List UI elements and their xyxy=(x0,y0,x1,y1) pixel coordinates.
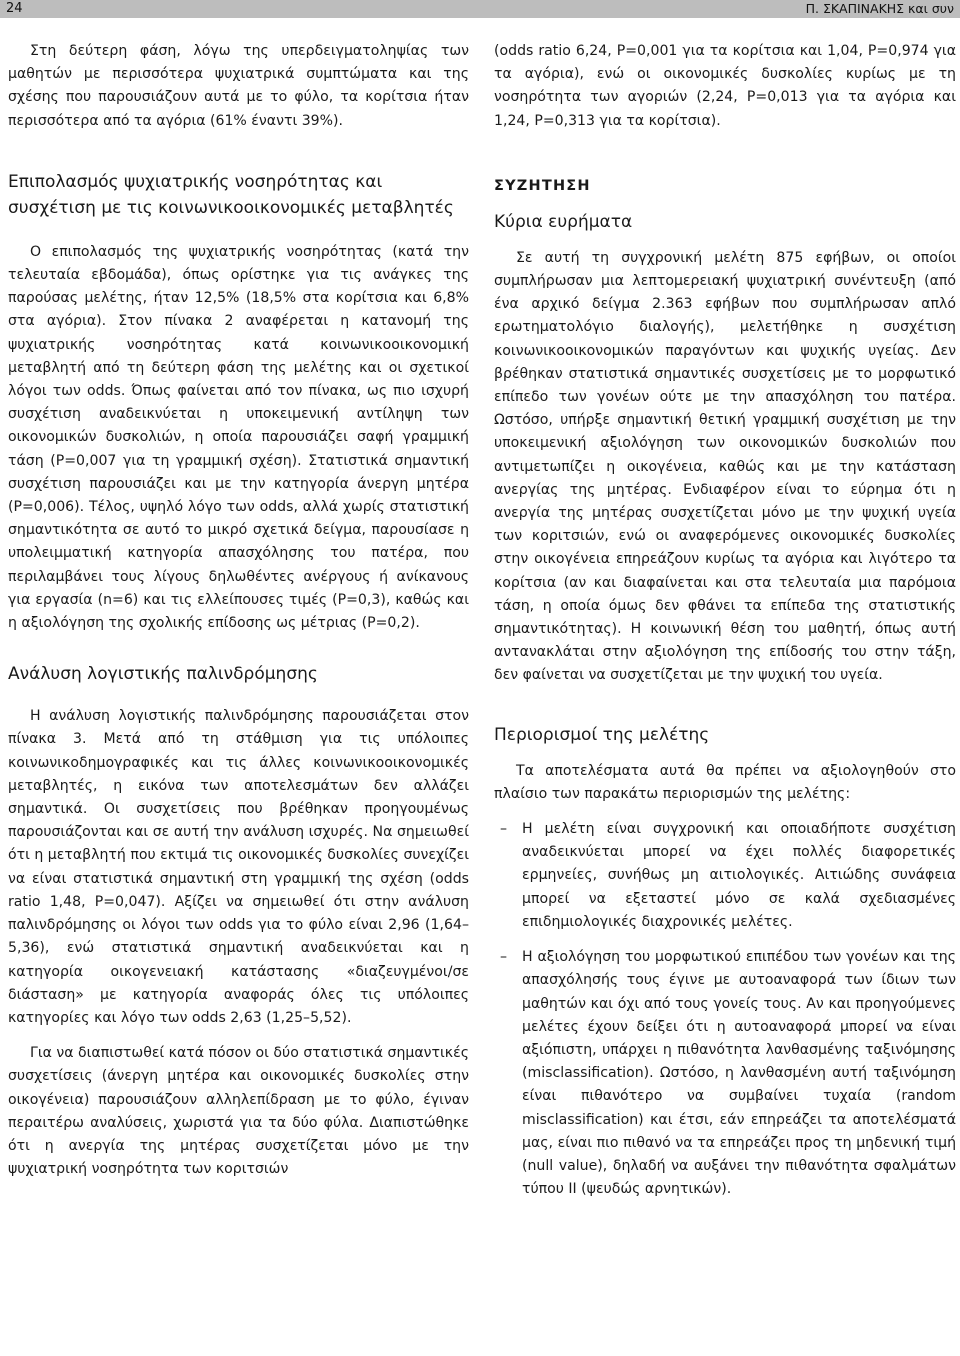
continuation-paragraph: (odds ratio 6,24, P=0,001 για τα κορίτσια και 1,04, P=0,974 για τα αγόρια), ενώ οι οικονομικές δυσκολίες κυρίως με τη νοσηρότητα των αγοριών (2,24, P=0,013 για τα αγόρια και 1,24, P=0,313 για τα κορίτσια). xyxy=(494,43,956,129)
list-item xyxy=(494,818,956,934)
running-header xyxy=(0,0,960,18)
section-title-prevalence: Επιπολασμός ψυχιατρικής νοσηρότητας και συσχέτιση με τις κοινωνικοοικονομικές μεταβλητές xyxy=(8,171,454,218)
section-title-discussion: ΣΥΖΗΤΗΣΗ xyxy=(494,177,591,194)
page-number: 24 xyxy=(6,1,23,16)
regression-paragraph-2: Για να διαπιστωθεί κατά πόσον οι δύο στατιστικά σημαντικές συσχετίσεις (άνεργη μητέρα και οικονομικές δυσκολίες στην οικογένεια) παρουσιάζουν αλληλεπίδραση με το φύλο, έγιναν περαιτέρω αναλύσεις, χωριστά για τα δύο φύλα. Διαπιστώθηκε ότι η ανεργία της μητέρας συσχετίζεται μόνο με την ψυχιατρική νοσηρότητα των κοριτσιών xyxy=(8,1045,469,1178)
regression-paragraph-1: Η ανάλυση λογιστικής παλινδρόμησης παρουσιάζεται στον πίνακα 3. Μετά από τη στάθμιση για τις υπόλοιπες κοινωνικοδημογραφικές και τις άλλες κοινωνικοοικονομικές μεταβλητές, η εικόνα των αποτελεσμάτων δεν αλλάζει σημαντικά. Οι συσχετίσεις που βρέθηκαν προηγουμένως παρουσιάζονται και σε αυτή την ανάλυση ισχυρές. Να σημειωθεί ότι η μεταβλητή που εκτιμά τις οικονομικές δυσκολίες συνεχίζει να είναι στατιστικά σημαντική στη γραμμική της σχέση (odds ratio 1,48, P=0,047). Αξίζει να σημειωθεί ότι στην ανάλυση παλινδρόμησης οι λόγοι των odds για το φύλο είναι 2,96 (1,64–5,36), ενώ στατιστικά σημαντική αναδεικνύεται και η κατηγορία οικογενειακή κατάστασης «διαζευγμένοι/σε διάσταση» με κατηγορία αναφοράς όλες τις υπόλοιπες κατηγορίες και λόγο των odds 2,63 (1,25–5,52). xyxy=(8,708,469,1026)
right-column xyxy=(494,40,956,1201)
limitations-list xyxy=(494,818,956,1201)
dash-bullet: – xyxy=(500,821,508,838)
subsection-title-limitations: Περιορισμοί της μελέτης xyxy=(494,724,710,745)
main-findings-paragraph: Σε αυτή τη συγχρονική μελέτη 875 εφήβων, οι οποίοι συμπλήρωσαν μια λεπτομερειακή ψυχιατρική συνέντευξη (από ένα αρχικό δείγμα 2.363 εφήβων που συμπλήρωσαν απλό ερωτηματολόγιο διαλογής), μελετήθηκε η συσχέτιση κοινωνικοοικονομικών παραγόντων και ψυχικής υγείας. Δεν βρέθηκαν στατιστικά σημαντικές συσχετίσεις με το μορφωτικό επίπεδο των γονέων ούτε με την απασχόληση του πατέρα. Ωστόσο, υπήρξε σημαντική θετική γραμμική συσχέτιση με την υποκειμενική αξιολόγηση των οικονομικών δυσκολιών που αντιμετωπίζει η οικογένεια, καθώς και με την κατάσταση ανεργίας της μητέρας. Ενδιαφέρον είναι το εύρημα ότι η ανεργία της μητέρας συσχετίζεται μόνο με την ψυχική υγεία των κοριτσιών, ενώ οι αναφερόμενες οικονομικές δυσκολίες στην οικογένεια επηρεάζουν κυρίως τα αγόρια και λιγότερο τα κορίτσια (αν και διαφαίνεται και στα τελευταία μια παρόμοια τάση, η οποία όμως δεν φθάνει τα επίπεδα της στατιστικής σημαντικότητας). Η κοινωνική θέση του μαθητή, όπως αυτή αντανακλάται στην αξιολόγηση της επίδοσής του στην τάξη, δεν φαίνεται να συσχετίζεται με την ψυχική του υγεία. xyxy=(494,249,956,684)
running-head: Π. ΣΚΑΠΙΝΑΚΗΣ και συν xyxy=(805,1,954,16)
limitations-intro-paragraph: Τα αποτελέσματα αυτά θα πρέπει να αξιολογηθούν στο πλαίσιο των παρακάτω περιορισμών της μελέτης: xyxy=(494,762,956,802)
limitation-text-2: Η αξιολόγηση του μορφωτικού επιπέδου των γονέων και της απασχόλησής τους έγινε με αυτοαναφορά των ίδιων των μαθητών και όχι από τους γονείς τους. Αν και προηγούμενες μελέτες έχουν δείξει ότι η αυτοαναφορά μπορεί να είναι αξιόπιστη, υπάρχει η πιθανότητα λανθασμένης ταξινόμησης (misclassification). Ωστόσο, η λανθασμένη αυτή ταξινόμηση είναι πιθανότερο να συμβαίνει τυχαία (random misclassification) και έτσι, εάν επηρεάζει τα αποτελέσματά μας, είναι πιο πιθανό να τα επηρεάζει προς τη μηδενική τιμή (null value), δηλαδή να αυξάνει την πιθανότητα σφαλμάτων τύπου II (ψευδώς αρνητικών). xyxy=(522,949,956,1198)
list-item xyxy=(494,946,956,1201)
dash-bullet: – xyxy=(500,949,508,966)
limitation-text-1: Η μελέτη είναι συγχρονική και οποιαδήποτε συσχέτιση αναδεικνύεται μπορεί να έχει πολλές διαφορετικές ερμηνείες, συνήθως μη αιτιολογικές. Αιτιώδης συνάφεια μπορεί να εξεταστεί μόνο σε καλά σχεδιασμένες επιδημιολογικές διαχρονικές μελέτες. xyxy=(522,821,956,930)
intro-paragraph: Στη δεύτερη φάση, λόγω της υπερδειγματοληψίας των μαθητών με περισσότερα ψυχιατρικά συμπτώματα και της σχέσης που παρουσιάζουν αυτά με το φύλο, τα κορίτσια ήταν περισσότερα από τα αγόρια (61% έναντι 39%). xyxy=(8,43,469,129)
section-title-regression: Ανάλυση λογιστικής παλινδρόμησης xyxy=(8,664,318,685)
subsection-title-main-findings: Κύρια ευρήματα xyxy=(494,211,633,232)
prevalence-paragraph: Ο επιπολασμός της ψυχιατρικής νοσηρότητας (κατά την τελευταία εβδομάδα), όπως ορίστηκε για τις ανάγκες της παρούσας μελέτης, ήταν 12,5% (18,5% στα κορίτσια και 6,8% στα αγόρια). Στον πίνακα 2 αναφέρεται η κατανομή της ψυχιατρικής νοσηρότητας κατά κοινωνικοοικονομική μεταβλητή από τη δεύτερη φάση της μελέτης και οι σχετικοί λόγοι των odds. Όπως φαίνεται από τον πίνακα, ως πιο ισχυρή συσχέτιση αναδεικνύεται η υποκειμενική αντίληψη των οικονομικών δυσκολιών, η οποία παρουσιάζει σαφή γραμμική τάση (P=0,007 για τη γραμμική σχέση). Στατιστικά σημαντική συσχέτιση παρουσιάζει και με την κατηγορία άνεργη μητέρα (P=0,006). Τέλος, υψηλό λόγο των odds, αλλά χωρίς στατιστική σημαντικότητα σε αυτό το μικρό σχετικά δείγμα, παρουσίασε η υπολειμματική κατηγορία απασχόλησης του πατέρα, που περιλαμβάνει τους λίγους δηλωθέντες ανέργους ή ανίκανους για εργασία (n=6) και τις ελλείπουσες τιμές (P=0,3), καθώς και η αξιολόγηση της σχολικής επίδοσης ως μέτριας (P=0,2). xyxy=(8,243,469,632)
left-column xyxy=(8,40,469,1181)
